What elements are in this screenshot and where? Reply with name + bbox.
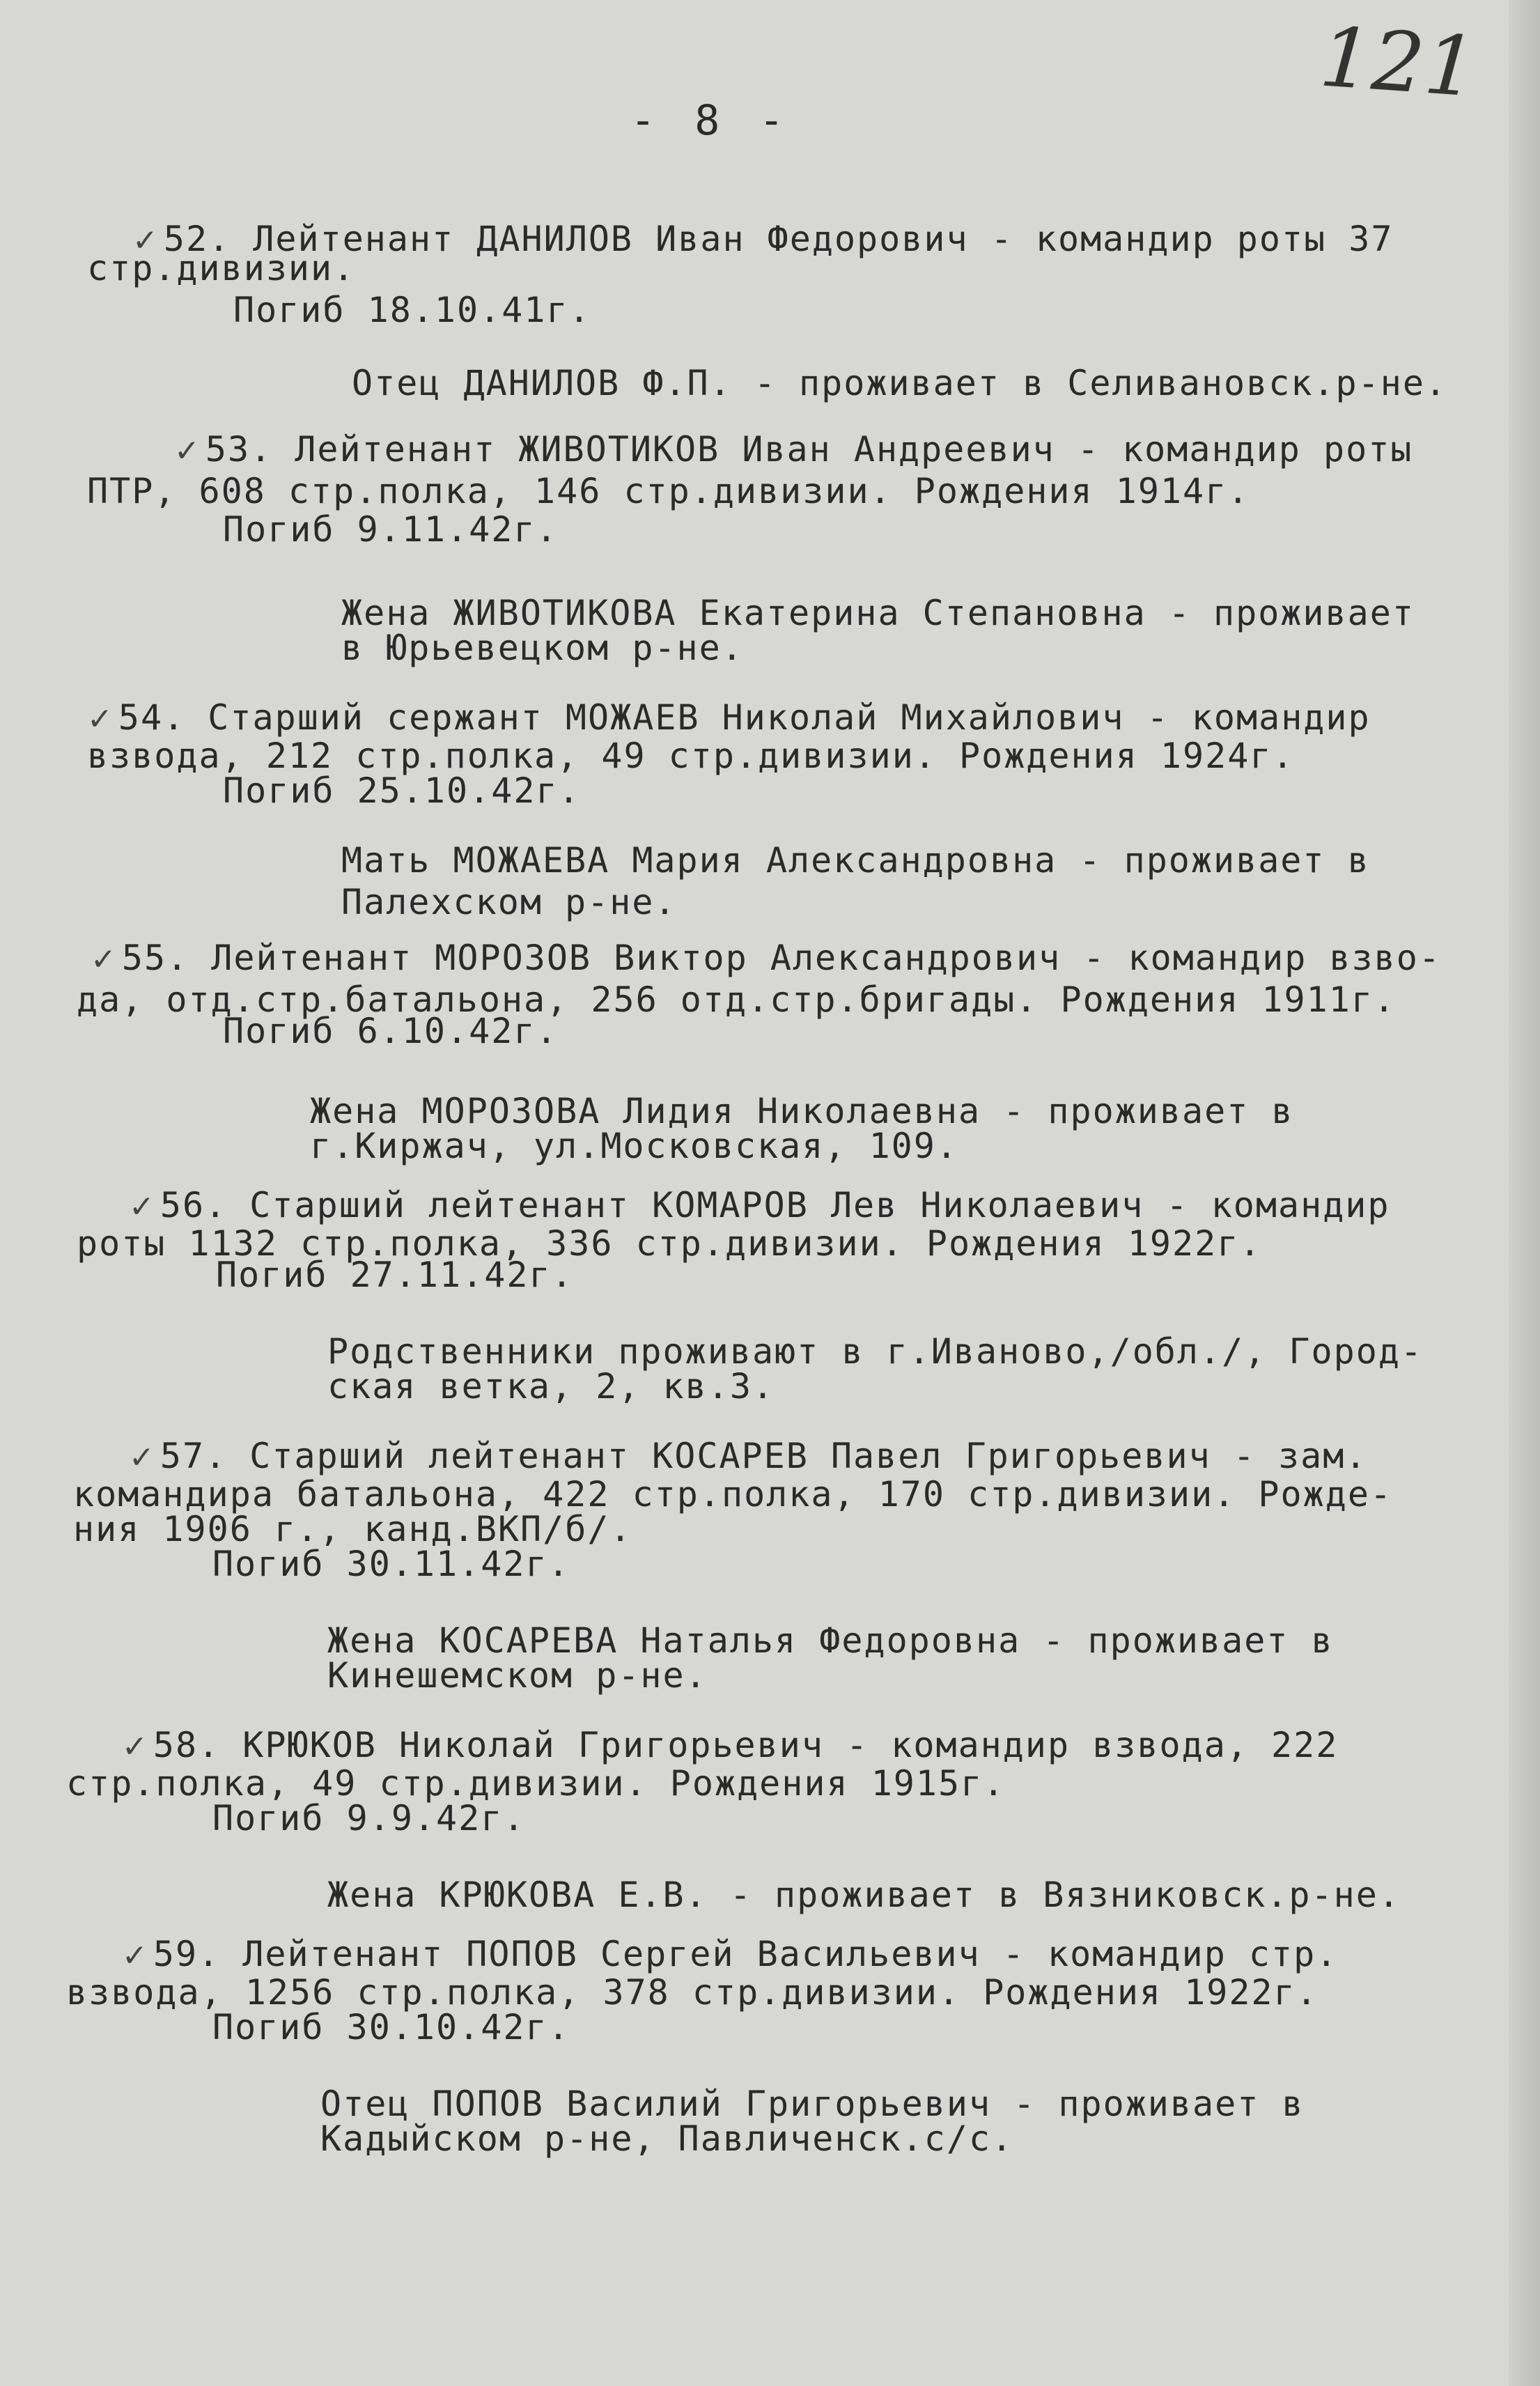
entry-line-2: командира батальона, 422 стр.полка, 170 стр.дивизии. Рожде- <box>73 1474 1393 1515</box>
entry-line-1: ✓ 59. Лейтенант ПОПОВ Сергей Васильевич - командир стр. <box>122 1934 1339 1974</box>
entry-line-3: ния 1906 г., канд.ВКП/б/. <box>73 1509 632 1549</box>
relative-line-1: Жена КОСАРЕВА Наталья Федоровна - проживает в <box>327 1620 1334 1661</box>
death-date: Погиб 30.10.42г. <box>212 2007 570 2047</box>
relative-line-1: Жена МОРОЗОВА Лидия Николаевна - проживает в <box>310 1091 1294 1131</box>
death-date: Погиб 25.10.42г. <box>223 770 581 811</box>
check-mark-icon: ✓ <box>91 942 118 977</box>
death-date: Погиб 6.10.42г. <box>223 1011 559 1051</box>
death-date: Погиб 9.9.42г. <box>212 1798 526 1838</box>
entry-line-2: роты 1132 стр.полка, 336 стр.дивизии. Рождения 1922г. <box>77 1223 1262 1264</box>
relative-line-2: ская ветка, 2, кв.3. <box>327 1366 775 1407</box>
relative-line-2: Кадыйском р-не, Павличенск.с/с. <box>320 2118 1014 2159</box>
entry-line-2: ПТР, 608 стр.полка, 146 стр.дивизии. Рождения 1914г. <box>87 471 1250 511</box>
death-date: Погиб 9.11.42г. <box>223 509 559 550</box>
check-mark-icon: ✓ <box>132 223 160 258</box>
check-mark-icon: ✓ <box>129 1189 156 1225</box>
page-number: - 8 - <box>630 96 791 145</box>
entry-line-2: да, отд.стр.батальона, 256 отд.стр.бригады. Рождения 1911г. <box>77 979 1397 1020</box>
entry-line-2: взвода, 212 стр.полка, 49 стр.дивизии. Рождения 1924г. <box>87 736 1295 776</box>
archive-page-mark: 121 <box>1316 8 1480 116</box>
death-date: Погиб 18.10.41г. <box>233 290 591 330</box>
entry-line-1: ✓ 52. Лейтенант ДАНИЛОВ Иван Федорович - командир роты 37 <box>132 219 1394 259</box>
check-mark-icon: ✓ <box>87 702 114 737</box>
entry-line-1: ✓ 57. Старший лейтенант КОСАРЕВ Павел Григорьевич - зам. <box>129 1436 1368 1476</box>
relative-line-1: Жена ЖИВОТИКОВА Екатерина Степановна - проживает <box>341 593 1415 633</box>
relative-line-2: г.Киржач, ул.Московская, 109. <box>310 1126 958 1166</box>
relative-line-2: Палехском р-не. <box>341 882 677 922</box>
entry-line-1: ✓ 56. Старший лейтенант КОМАРОВ Лев Николаевич - командир <box>129 1185 1390 1225</box>
entry-line-1: ✓ 55. Лейтенант МОРОЗОВ Виктор Александрович - командир взво- <box>91 938 1441 978</box>
entry-line-2: стр.полка, 49 стр.дивизии. Рождения 1915г. <box>66 1763 1006 1804</box>
check-mark-icon: ✓ <box>122 1729 149 1765</box>
death-date: Погиб 27.11.42г. <box>216 1255 574 1295</box>
relative-line-1: Отец ПОПОВ Василий Григорьевич - проживает в <box>320 2084 1305 2124</box>
relative-line-1: Родственники проживают в г.Иваново,/обл./, Город- <box>327 1331 1424 1372</box>
check-mark-icon: ✓ <box>129 1440 156 1475</box>
relative-line-1: Жена КРЮКОВА Е.В. - проживает в Вязниковск.р-не. <box>327 1875 1401 1915</box>
entry-line-1: ✓ 58. КРЮКОВ Николай Григорьевич - командир взвода, 222 <box>122 1725 1339 1765</box>
check-mark-icon: ✓ <box>122 1938 149 1974</box>
relative-line-2: Кинешемском р-не. <box>327 1655 708 1696</box>
entry-line-2: стр.дивизии. <box>87 248 356 288</box>
page-edge <box>1509 0 1540 2386</box>
relative-line-1: Отец ДАНИЛОВ Ф.П. - проживает в Селивановск.р-не. <box>352 363 1448 403</box>
entry-line-1: ✓ 53. Лейтенант ЖИВОТИКОВ Иван Андреевич - командир роты <box>174 429 1413 470</box>
entry-line-1: ✓ 54. Старший сержант МОЖАЕВ Николай Михайлович - командир <box>87 697 1371 738</box>
entry-line-2: взвода, 1256 стр.полка, 378 стр.дивизии. Рождения 1922г. <box>66 1972 1319 2013</box>
relative-line-1: Мать МОЖАЕВА Мария Александровна - проживает в <box>341 840 1370 881</box>
check-mark-icon: ✓ <box>174 433 201 469</box>
relative-line-2: в Юрьевецком р-не. <box>341 628 744 668</box>
death-date: Погиб 30.11.42г. <box>212 1544 570 1584</box>
